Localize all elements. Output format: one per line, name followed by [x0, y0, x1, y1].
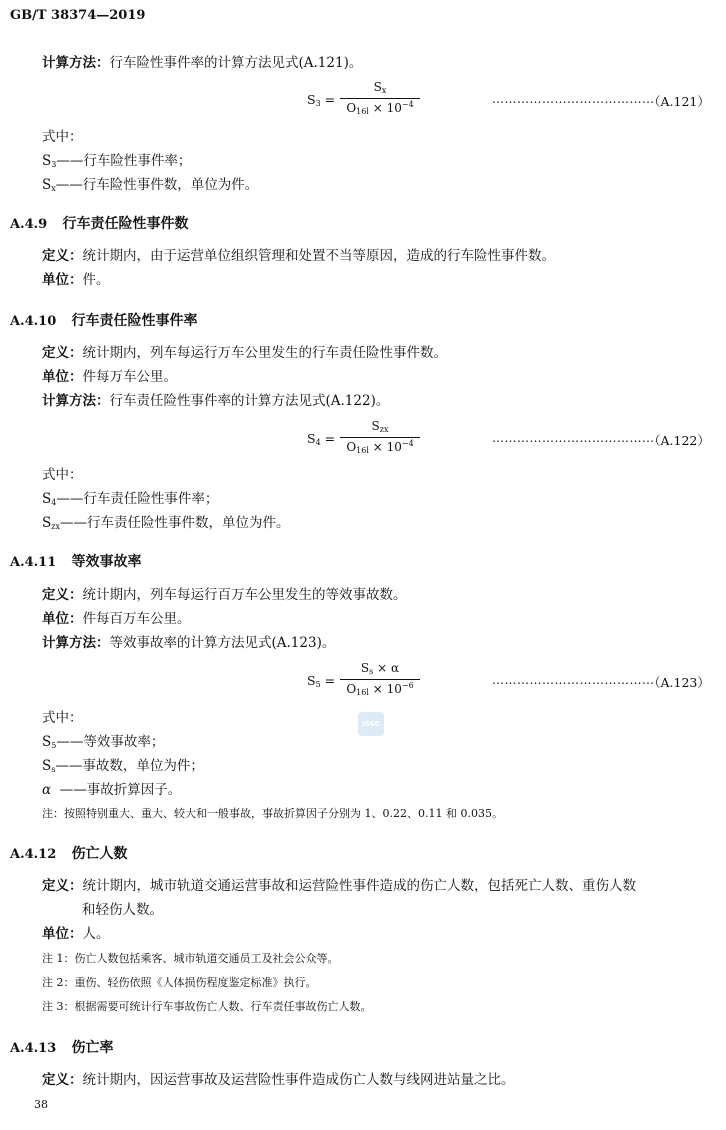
unit-line: 单位：人。	[42, 926, 110, 942]
section-title: 行车责任险性事件数	[62, 216, 189, 232]
fraction-bar	[340, 679, 420, 680]
formula-a123-numerator: $S_s \times \alpha$	[360, 661, 400, 676]
section-title: 伤亡率	[71, 1040, 114, 1056]
method-label: 计算方法：	[42, 55, 110, 71]
unit-line: 单位：件。	[42, 272, 110, 288]
note-line: 注 3：根据需要可统计行车事故伤亡人数、行车责任事故伤亡人数。	[42, 1000, 372, 1013]
section-number: A.4.11	[10, 555, 57, 570]
var-line: $S_5——$等效事故率；	[42, 734, 165, 750]
section-number: A.4.12	[10, 847, 57, 862]
unit-line: 单位：件每百万车公里。	[42, 611, 191, 627]
unit-line: 单位：件每万车公里。	[42, 369, 177, 385]
definition-line: 定义：统计期内，因运营事故及运营险性事件造成伤亡人数与线网进站量之比。	[42, 1072, 515, 1088]
formula-a122-fraction	[340, 419, 420, 459]
fraction-bar	[340, 98, 420, 99]
definition-line: 定义：统计期内，城市轨道交通运营事故和运营险性事件造成的伤亡人数，包括死亡人数、重伤人数	[42, 878, 636, 894]
var-line: $S_4——$行车责任险性事件率；	[42, 491, 219, 507]
section-number: A.4.9	[10, 217, 48, 232]
section-heading-a411	[10, 551, 142, 571]
var-line: α ——事故折算因子。	[42, 782, 182, 798]
section-heading-a49	[10, 213, 189, 233]
formula-a121-lhs: $S_3$ =	[307, 92, 336, 108]
section-number: A.4.13	[10, 1041, 57, 1056]
section-heading-a410	[10, 310, 198, 330]
method-line-a121	[42, 54, 362, 72]
formula-a123-fraction	[340, 661, 420, 701]
fraction-bar	[340, 437, 420, 438]
section-heading-a413	[10, 1037, 114, 1057]
formula-a121-fraction	[340, 80, 420, 120]
dot-leader: …………………………………	[492, 673, 655, 687]
method-line-a122: 计算方法：行车责任险性事件率的计算方法见式(A.122)。	[42, 393, 390, 409]
formula-a121-numerator: $S_x$	[373, 80, 387, 95]
var-line: $S_x——$行车险性事件数，单位为件。	[42, 177, 259, 193]
definition-line: 定义：统计期内，列车每运行万车公里发生的行车责任险性事件数。	[42, 345, 447, 361]
note-line: 注 2：重伤、轻伤依照《人体损伤程度鉴定标准》执行。	[42, 976, 317, 989]
var-line: $S_s——$事故数，单位为件；	[42, 758, 204, 774]
formula-a122-numerator: $S_{zx}$	[371, 419, 389, 434]
where-label: 式中：	[42, 129, 83, 145]
method-text: 行车险性事件率的计算方法见式(A.121)。	[109, 55, 363, 71]
formula-a122-lhs: $S_4$ =	[307, 431, 336, 447]
page-number: 38	[34, 1098, 48, 1111]
standard-number-header: GB/T 38374—2019	[10, 8, 146, 23]
dot-leader: …………………………………	[492, 92, 655, 106]
formula-a121-denominator: $O_{16l} \times 10^{-4}$	[346, 100, 414, 116]
var-line: $S_{zx}——$行车责任险性事件数，单位为件。	[42, 515, 290, 531]
where-label: 式中：	[42, 710, 83, 726]
var-line: $S_3——$行车险性事件率；	[42, 153, 192, 169]
formula-a121-ref: （A.121）	[648, 94, 710, 109]
formula-a122-ref: （A.122）	[648, 433, 710, 448]
section-number: A.4.10	[10, 314, 57, 329]
section-title: 行车责任险性事件率	[71, 313, 198, 329]
note-line: 注 1：伤亡人数包括乘客、城市轨道交通员工及社会公众等。	[42, 952, 339, 965]
dot-leader: …………………………………	[492, 431, 655, 445]
definition-line: 定义：统计期内，由于运营单位组织管理和处置不当等原因，造成的行车险性事件数。	[42, 248, 555, 264]
definition-line-continued: 和轻伤人数。	[82, 902, 163, 918]
section-heading-a412	[10, 843, 128, 863]
section-title: 等效事故率	[71, 554, 142, 570]
definition-line: 定义：统计期内，列车每运行百万车公里发生的等效事故数。	[42, 587, 407, 603]
formula-a123-ref: （A.123）	[648, 675, 710, 690]
formula-a123-lhs: $S_5$ =	[307, 673, 336, 689]
where-label: 式中：	[42, 467, 83, 483]
method-line-a123: 计算方法：等效事故率的计算方法见式(A.123)。	[42, 635, 336, 651]
formula-a122-denominator: $O_{16l} \times 10^{-4}$	[346, 439, 414, 455]
formula-a123-denominator: $O_{16l} \times 10^{-6}$	[346, 681, 414, 697]
section-title: 伤亡人数	[71, 846, 128, 862]
note-line: 注：按照特别重大、重大、较大和一般事故，事故折算因子分别为 1、0.22、0.11 和 0.035。	[42, 807, 503, 820]
watermark-logo: ISSC	[358, 712, 384, 736]
